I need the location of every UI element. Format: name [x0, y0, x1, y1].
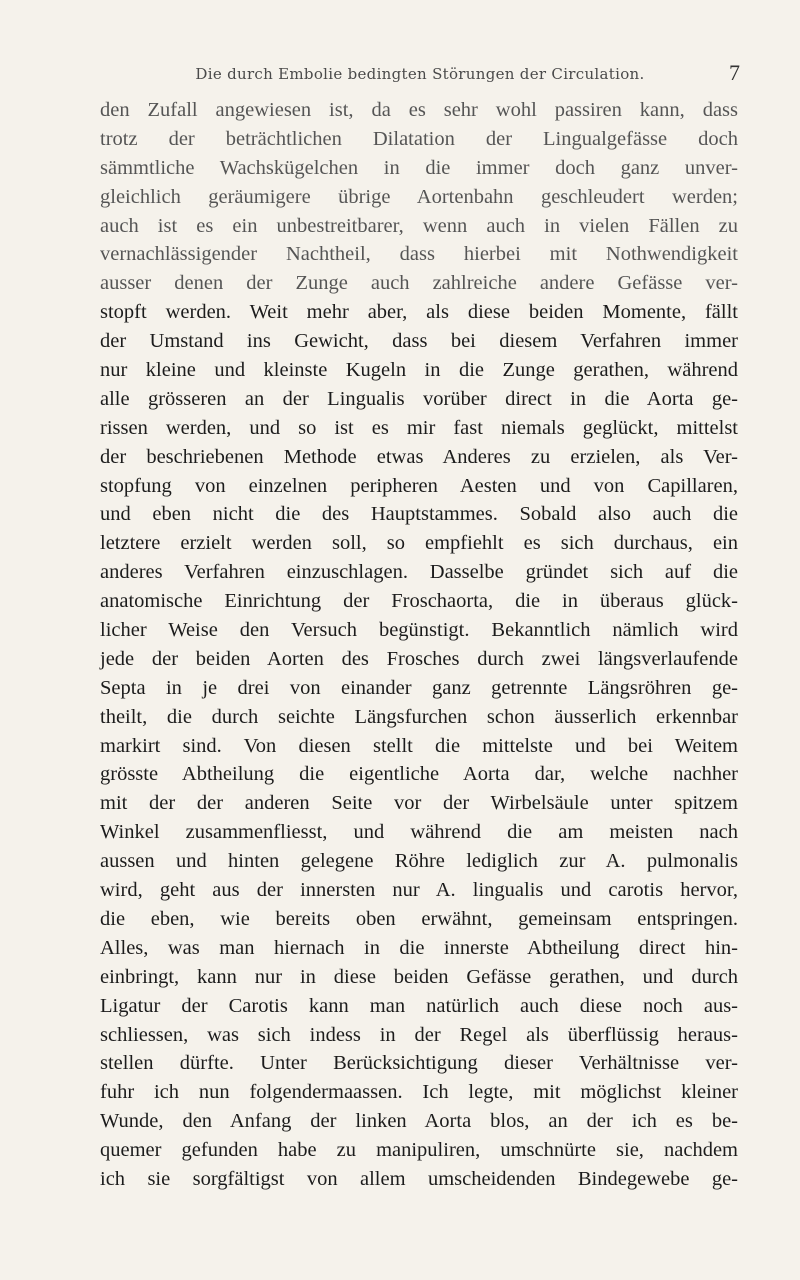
running-head: [100, 62, 740, 86]
text-line: trotz der beträchtlichen Dilatation der Lingualgefässe doch: [100, 127, 738, 150]
text-line: schliessen, was sich indess in der Regel als überflüssig heraus-: [100, 1023, 738, 1046]
text-line: die eben, wie bereits oben erwähnt, gemeinsam entspringen.: [100, 907, 738, 930]
text-line: alle grösseren an der Lingualis vorüber direct in die Aorta ge-: [100, 387, 738, 410]
text-line: ich sie sorgfältigst von allem umscheidenden Bindegewebe ge-: [100, 1167, 738, 1190]
text-line: markirt sind. Von diesen stellt die mittelste und bei Weitem: [100, 734, 738, 757]
text-line: einbringt, kann nur in diese beiden Gefässe gerathen, und durch: [100, 965, 738, 988]
text-line: anderes Verfahren einzuschlagen. Dasselbe gründet sich auf die: [100, 561, 738, 584]
text-line: stellen dürfte. Unter Berücksichtigung dieser Verhältnisse ver-: [100, 1052, 738, 1075]
text-line: licher Weise den Versuch begünstigt. Bekanntlich nämlich wird: [100, 619, 738, 642]
text-line: nur kleine und kleinste Kugeln in die Zunge gerathen, während: [100, 359, 738, 382]
body-text: [100, 96, 738, 1194]
text-line: ausser denen der Zunge auch zahlreiche andere Gefässe ver-: [100, 272, 738, 295]
text-line: mit der der anderen Seite vor der Wirbelsäule unter spitzem: [100, 792, 738, 815]
text-line: stopft werden. Weit mehr aber, als diese beiden Momente, fällt: [100, 301, 738, 324]
text-line: grösste Abtheilung die eigentliche Aorta dar, welche nachher: [100, 763, 738, 786]
text-line: vernachlässigender Nachtheil, dass hierbei mit Nothwendigkeit: [100, 243, 738, 266]
text-line: Ligatur der Carotis kann man natürlich auch diese noch aus-: [100, 994, 738, 1017]
text-line: und eben nicht die des Hauptstammes. Sobald also auch die: [100, 503, 738, 526]
text-line: aussen und hinten gelegene Röhre lediglich zur A. pulmonalis: [100, 850, 738, 873]
text-line: Winkel zusammenfliesst, und während die am meisten nach: [100, 821, 738, 844]
text-line: stopfung von einzelnen peripheren Aesten und von Capillaren,: [100, 474, 738, 497]
text-line: der beschriebenen Methode etwas Anderes zu erzielen, als Ver-: [100, 445, 738, 468]
text-line: jede der beiden Aorten des Frosches durch zwei längsverlaufende: [100, 647, 738, 670]
text-line: den Zufall angewiesen ist, da es sehr wohl passiren kann, dass: [100, 99, 738, 121]
text-line: rissen werden, und so ist es mir fast niemals geglückt, mittelst: [100, 416, 738, 439]
text-line: Wunde, den Anfang der linken Aorta blos, an der ich es be-: [100, 1110, 738, 1133]
text-line: gleichlich geräumigere übrige Aortenbahn geschleudert werden;: [100, 185, 738, 208]
text-line: theilt, die durch seichte Längsfurchen schon äusserlich erkennbar: [100, 705, 738, 728]
page-number: 7: [729, 60, 740, 85]
text-line: Septa in je drei von einander ganz getrennte Längsröhren ge-: [100, 676, 738, 699]
text-line: letztere erzielt werden soll, so empfiehlt es sich durchaus, ein: [100, 532, 738, 555]
text-line: auch ist es ein unbestreitbarer, wenn auch in vielen Fällen zu: [100, 214, 738, 237]
text-line: sämmtliche Wachskügelchen in die immer doch ganz unver-: [100, 156, 738, 179]
text-line: quemer gefunden habe zu manipuliren, umschnürte sie, nachdem: [100, 1139, 738, 1162]
text-line: der Umstand ins Gewicht, dass bei diesem Verfahren immer: [100, 330, 738, 353]
text-line: Alles, was man hiernach in die innerste Abtheilung direct hin-: [100, 936, 738, 959]
running-title: Die durch Embolie bedingten Störungen der Circulation.: [195, 65, 645, 83]
text-line: fuhr ich nun folgendermaassen. Ich legte, mit möglichst kleiner: [100, 1081, 738, 1104]
text-line: wird, geht aus der innersten nur A. lingualis und carotis hervor,: [100, 879, 738, 902]
text-line: anatomische Einrichtung der Froschaorta, die in überaus glück-: [100, 590, 738, 613]
